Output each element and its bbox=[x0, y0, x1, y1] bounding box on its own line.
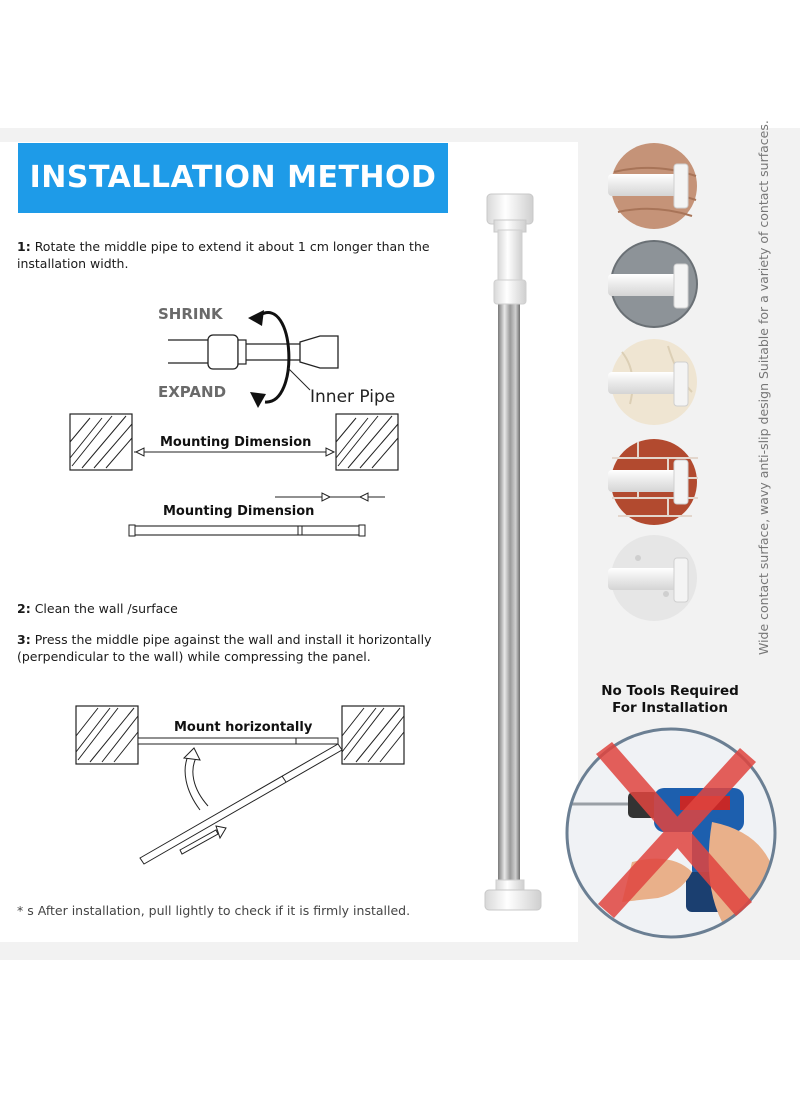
page-title: INSTALLATION METHOD bbox=[18, 143, 448, 213]
no-tools-line-1: No Tools Required bbox=[601, 683, 739, 699]
step-2-number: 2: bbox=[17, 601, 31, 616]
mount-horizontally-diagram bbox=[70, 700, 415, 870]
left-wall-2 bbox=[76, 706, 138, 764]
tension-rod-sketch bbox=[128, 522, 368, 542]
step-2-text: Clean the wall /surface bbox=[34, 601, 178, 616]
no-tools-line-2: For Installation bbox=[612, 700, 728, 716]
right-wall bbox=[336, 414, 398, 470]
outer-pipe-end bbox=[208, 335, 238, 369]
bottom-end-cap bbox=[485, 890, 541, 910]
inner-pipe-label: Inner Pipe bbox=[310, 387, 396, 407]
no-tools-heading bbox=[590, 683, 750, 717]
step-1 bbox=[17, 238, 437, 272]
step-2 bbox=[17, 600, 437, 617]
left-wall bbox=[70, 414, 132, 470]
step-1-number: 1: bbox=[17, 239, 31, 254]
brick-surface-swatch bbox=[608, 439, 698, 525]
textured-wall-swatch bbox=[608, 535, 697, 621]
mount-horizontally-label: Mount horizontally bbox=[174, 720, 313, 735]
no-drill-illustration bbox=[562, 722, 782, 944]
mounting-dimension-bottom-label: Mounting Dimension bbox=[163, 504, 315, 519]
installation-note: * s After installation, pull lightly to check if it is firmly installed. bbox=[17, 903, 411, 918]
metal-surface-swatch bbox=[608, 241, 697, 327]
surface-swatches bbox=[608, 142, 704, 622]
rotation-diagram bbox=[60, 290, 420, 530]
surface-caption: Wide contact surface, wavy anti-slip design Suitable for a variety of contact surfaces. bbox=[756, 120, 771, 655]
wood-surface-swatch bbox=[608, 143, 697, 229]
steel-pipe bbox=[498, 300, 520, 890]
marble-surface-swatch bbox=[608, 339, 697, 425]
expand-label: EXPAND bbox=[158, 383, 227, 401]
step-3 bbox=[17, 631, 447, 665]
step-1-text: Rotate the middle pipe to extend it about 1 cm longer than the installation width. bbox=[17, 239, 430, 271]
inner-pipe-cap bbox=[300, 336, 338, 368]
step-3-text: Press the middle pipe against the wall and install it horizontally (perpendicular to the wall) while compressing the panel. bbox=[17, 632, 432, 664]
mounting-dimension-top-label: Mounting Dimension bbox=[160, 435, 312, 450]
step-3-number: 3: bbox=[17, 632, 31, 647]
right-wall-2 bbox=[342, 706, 404, 764]
tension-rod-product bbox=[470, 180, 560, 920]
shrink-label: SHRINK bbox=[158, 305, 223, 323]
